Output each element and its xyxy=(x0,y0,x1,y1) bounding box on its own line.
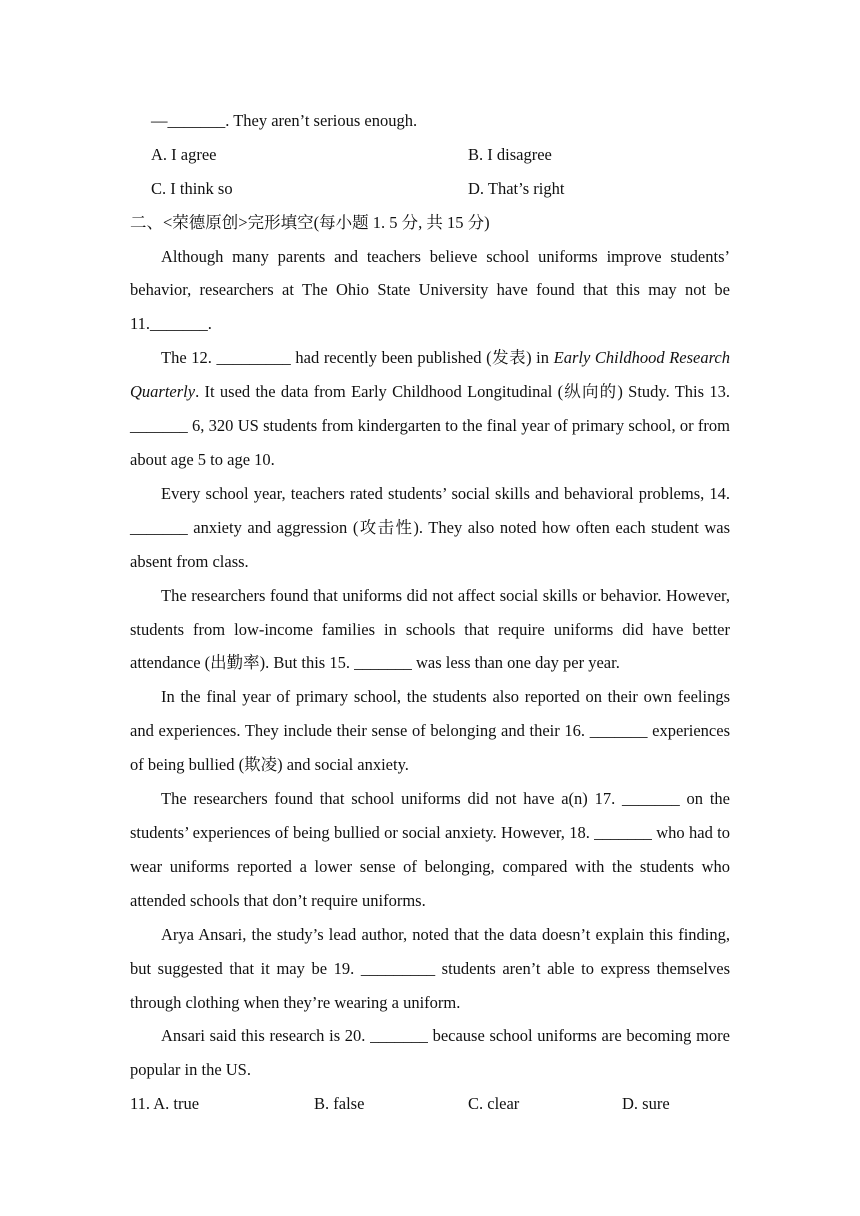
paragraph-2-text-start: The 12. _________ had recently been published (发表) in xyxy=(161,348,554,368)
question-10-options-row-2 xyxy=(130,172,730,206)
option-d: D. That’s right xyxy=(468,178,565,198)
question-11-options-row xyxy=(130,1087,730,1121)
document-page xyxy=(130,104,730,1121)
question-10-options-row-1 xyxy=(130,138,730,172)
journal-title: Early Childhood Research Quarterly xyxy=(130,348,730,402)
paragraph-2-text-end: . It used the data from Early Childhood Longitudinal (纵向的) Study. This 13. _______ 6, 320 US students from kindergarten to the final year of primary school, or from about age 5 to age 10. xyxy=(130,382,730,469)
passage-paragraph-3: Every school year, teachers rated students’ social skills and behavioral problems, 14. _______ anxiety and aggression (攻击性). They also noted how often each student was absent from class. xyxy=(130,483,730,571)
section-heading: 二、<荣德原创>完形填空(每小题 1. 5 分, 共 15 分) xyxy=(130,212,490,232)
q11-option-c: C. clear xyxy=(468,1094,520,1114)
passage-paragraph-2 xyxy=(130,341,730,477)
q11-option-a: 11. A. true xyxy=(130,1094,200,1114)
passage-paragraph-1: Although many parents and teachers believe school uniforms improve students’ behavior, researchers at The Ohio State University have found that this may not be 11._______. xyxy=(130,246,730,334)
question-10-prompt: —_______. They aren’t serious enough. xyxy=(151,111,418,130)
option-b: B. I disagree xyxy=(468,144,552,164)
passage-paragraph-7: Arya Ansari, the study’s lead author, noted that the data doesn’t explain this finding, but suggested that it may be 19. _________ students aren’t able to express themselves through clothing when they’re wearing a uniform. xyxy=(130,924,730,1012)
passage-paragraph-8: Ansari said this research is 20. _______ because school uniforms are becoming more popular in the US. xyxy=(130,1026,730,1080)
passage-paragraph-6: The researchers found that school uniforms did not have a(n) 17. _______ on the students’ experiences of being bullied or social anxiety. However, 18. _______ who had to wear uniforms reported a lower sense of belonging, compared with the students who attended schools that don’t require uniforms. xyxy=(130,789,730,910)
option-a: A. I agree xyxy=(151,144,217,164)
option-c: C. I think so xyxy=(151,178,233,198)
passage-paragraph-5: In the final year of primary school, the students also reported on their own feelings and experiences. They include their sense of belonging and their 16. _______ experiences of being bullied (欺凌) and social anxiety. xyxy=(130,687,730,775)
passage-paragraph-4: The researchers found that uniforms did not affect social skills or behavior. However, students from low-income families in schools that require uniforms did have better attendance (出勤率). But this 15. _______ was less than one day per year. xyxy=(130,585,730,673)
q11-option-b: B. false xyxy=(314,1094,365,1114)
q11-option-d: D. sure xyxy=(622,1094,670,1114)
